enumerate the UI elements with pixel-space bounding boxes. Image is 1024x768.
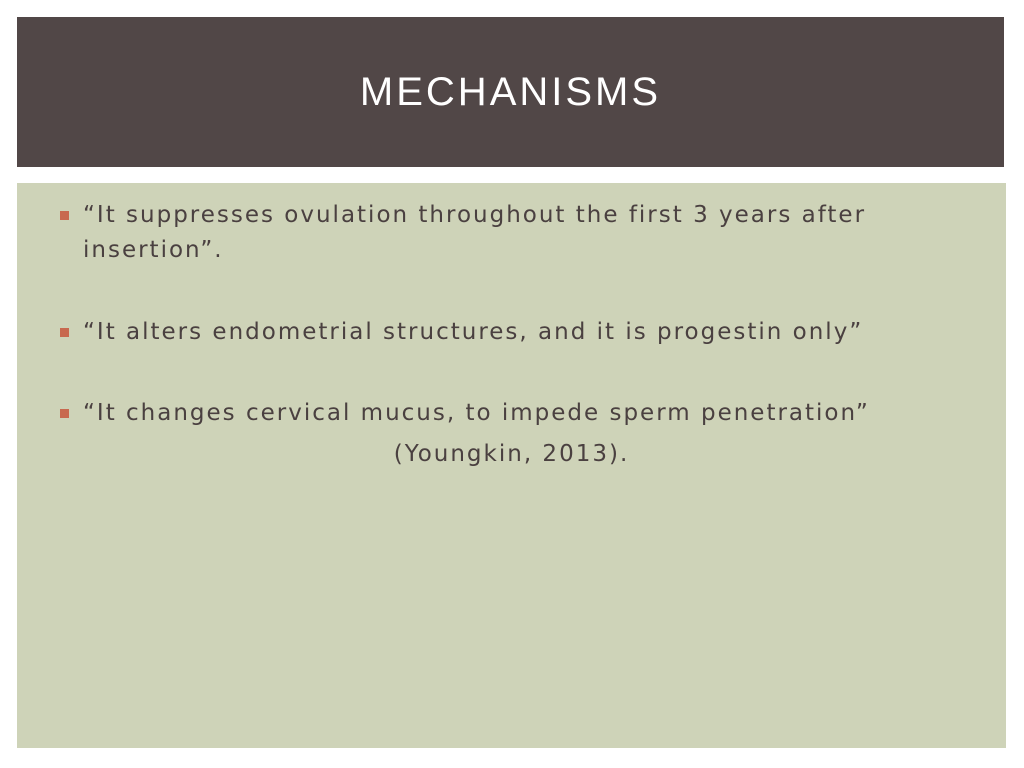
square-bullet-icon	[60, 328, 69, 337]
bullet-text: “It changes cervical mucus, to impede sperm penetration”	[83, 400, 870, 426]
bullet-item	[83, 396, 923, 431]
bullet-text: “It suppresses ovulation throughout the first 3 years after insertion”.	[83, 202, 867, 263]
bullet-item	[83, 198, 923, 268]
bullet-text: “It alters endometrial structures, and it is progestin only”	[83, 319, 864, 345]
square-bullet-icon	[60, 409, 69, 418]
slide-title: MECHANISMS	[359, 69, 662, 114]
square-bullet-icon	[60, 211, 69, 220]
bullet-item	[83, 315, 923, 350]
title-bar	[17, 17, 1004, 167]
citation-text: (Youngkin, 2013).	[393, 441, 630, 467]
content-panel	[17, 183, 1006, 748]
